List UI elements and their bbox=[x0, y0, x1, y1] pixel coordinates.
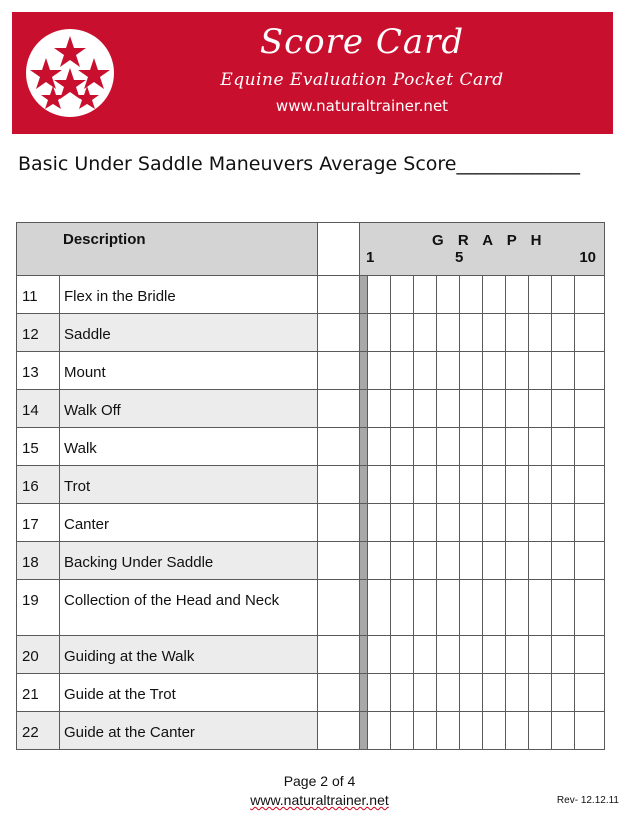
graph-cell[interactable] bbox=[552, 352, 575, 390]
graph-cell[interactable] bbox=[552, 712, 575, 750]
graph-cell[interactable] bbox=[437, 390, 460, 428]
graph-cell[interactable] bbox=[391, 390, 414, 428]
score-blank-cell[interactable] bbox=[318, 276, 360, 314]
score-blank-cell[interactable] bbox=[318, 466, 360, 504]
header-banner bbox=[12, 12, 613, 134]
graph-cell[interactable] bbox=[391, 276, 414, 314]
score-blank-cell[interactable] bbox=[318, 352, 360, 390]
row-description: Walk bbox=[60, 428, 318, 466]
graph-cell[interactable] bbox=[391, 314, 414, 352]
footer-website[interactable]: www.naturaltrainer.net bbox=[250, 792, 389, 808]
graph-cell[interactable] bbox=[437, 636, 460, 674]
graph-cell[interactable] bbox=[506, 636, 529, 674]
header-website: www.naturaltrainer.net bbox=[275, 97, 449, 115]
graph-cell[interactable] bbox=[460, 580, 483, 636]
row-number: 21 bbox=[17, 674, 60, 712]
graph-cell[interactable] bbox=[575, 314, 605, 352]
table-row bbox=[17, 580, 605, 636]
graph-cell[interactable] bbox=[437, 276, 460, 314]
graph-cell[interactable] bbox=[483, 314, 506, 352]
graph-divider bbox=[360, 674, 368, 712]
row-description: Walk Off bbox=[60, 390, 318, 428]
graph-cell[interactable] bbox=[575, 674, 605, 712]
score-blank-cell[interactable] bbox=[318, 636, 360, 674]
graph-cell[interactable] bbox=[391, 636, 414, 674]
row-number: 18 bbox=[17, 542, 60, 580]
graph-cell[interactable] bbox=[460, 428, 483, 466]
graph-cell[interactable] bbox=[529, 466, 552, 504]
table-header-row bbox=[17, 223, 605, 276]
graph-cell[interactable] bbox=[437, 580, 460, 636]
graph-cell[interactable] bbox=[483, 636, 506, 674]
graph-divider bbox=[360, 276, 368, 314]
graph-cell[interactable] bbox=[575, 542, 605, 580]
graph-scale-mid: 5 bbox=[455, 249, 464, 266]
row-number: 17 bbox=[17, 504, 60, 542]
graph-cell[interactable] bbox=[460, 504, 483, 542]
graph-cell[interactable] bbox=[460, 636, 483, 674]
row-number: 20 bbox=[17, 636, 60, 674]
description-header: Description bbox=[17, 223, 318, 276]
graph-cell[interactable] bbox=[414, 276, 437, 314]
table-row bbox=[17, 674, 605, 712]
graph-cell[interactable] bbox=[506, 712, 529, 750]
graph-cell[interactable] bbox=[391, 466, 414, 504]
row-description: Flex in the Bridle bbox=[60, 276, 318, 314]
graph-cell[interactable] bbox=[414, 712, 437, 750]
graph-cell[interactable] bbox=[460, 276, 483, 314]
score-blank-cell[interactable] bbox=[318, 428, 360, 466]
graph-cell[interactable] bbox=[483, 466, 506, 504]
score-blank-cell[interactable] bbox=[318, 674, 360, 712]
score-blank-cell[interactable] bbox=[318, 390, 360, 428]
graph-cell[interactable] bbox=[391, 428, 414, 466]
graph-cell[interactable] bbox=[368, 504, 391, 542]
graph-cell[interactable] bbox=[414, 466, 437, 504]
row-description: Trot bbox=[60, 466, 318, 504]
page-subtitle: Equine Evaluation Pocket Card bbox=[220, 70, 504, 90]
graph-label: G R A P H bbox=[432, 232, 544, 249]
graph-cell[interactable] bbox=[529, 674, 552, 712]
graph-cell[interactable] bbox=[552, 674, 575, 712]
graph-divider bbox=[360, 314, 368, 352]
row-number: 15 bbox=[17, 428, 60, 466]
row-number: 19 bbox=[17, 580, 60, 636]
row-number: 14 bbox=[17, 390, 60, 428]
graph-cell[interactable] bbox=[529, 276, 552, 314]
graph-cell[interactable] bbox=[414, 352, 437, 390]
row-description: Collection of the Head and Neck bbox=[60, 580, 318, 636]
graph-cell[interactable] bbox=[368, 428, 391, 466]
graph-cell[interactable] bbox=[368, 390, 391, 428]
table-row bbox=[17, 542, 605, 580]
row-description: Guide at the Trot bbox=[60, 674, 318, 712]
table-row bbox=[17, 504, 605, 542]
graph-cell[interactable] bbox=[414, 428, 437, 466]
graph-cell[interactable] bbox=[575, 390, 605, 428]
graph-divider bbox=[360, 466, 368, 504]
graph-cell[interactable] bbox=[414, 504, 437, 542]
graph-cell[interactable] bbox=[483, 504, 506, 542]
graph-cell[interactable] bbox=[368, 580, 391, 636]
graph-cell[interactable] bbox=[437, 712, 460, 750]
blank-header bbox=[318, 223, 360, 276]
graph-cell[interactable] bbox=[506, 542, 529, 580]
graph-cell[interactable] bbox=[529, 352, 552, 390]
graph-cell[interactable] bbox=[483, 390, 506, 428]
table-row bbox=[17, 636, 605, 674]
graph-cell[interactable] bbox=[368, 542, 391, 580]
graph-cell[interactable] bbox=[552, 428, 575, 466]
graph-cell[interactable] bbox=[552, 504, 575, 542]
graph-cell[interactable] bbox=[529, 580, 552, 636]
graph-cell[interactable] bbox=[391, 580, 414, 636]
graph-cell[interactable] bbox=[552, 580, 575, 636]
row-description: Mount bbox=[60, 352, 318, 390]
stars-logo bbox=[13, 16, 127, 130]
graph-cell[interactable] bbox=[575, 712, 605, 750]
graph-cell[interactable] bbox=[506, 674, 529, 712]
row-description: Saddle bbox=[60, 314, 318, 352]
graph-cell[interactable] bbox=[460, 390, 483, 428]
graph-cell[interactable] bbox=[414, 314, 437, 352]
graph-cell[interactable] bbox=[391, 712, 414, 750]
row-description: Guiding at the Walk bbox=[60, 636, 318, 674]
table-body bbox=[17, 276, 605, 750]
footer-website-wrap bbox=[0, 792, 639, 808]
graph-cell[interactable] bbox=[460, 712, 483, 750]
graph-cell[interactable] bbox=[437, 466, 460, 504]
score-blank-cell[interactable] bbox=[318, 542, 360, 580]
row-description: Canter bbox=[60, 504, 318, 542]
row-number: 12 bbox=[17, 314, 60, 352]
graph-cell[interactable] bbox=[437, 314, 460, 352]
graph-cell[interactable] bbox=[552, 466, 575, 504]
graph-divider bbox=[360, 390, 368, 428]
score-blank-cell[interactable] bbox=[318, 314, 360, 352]
graph-cell[interactable] bbox=[575, 636, 605, 674]
row-number: 16 bbox=[17, 466, 60, 504]
graph-cell[interactable] bbox=[575, 352, 605, 390]
row-number: 22 bbox=[17, 712, 60, 750]
score-blank-cell[interactable] bbox=[318, 504, 360, 542]
graph-cell[interactable] bbox=[529, 504, 552, 542]
table-row bbox=[17, 390, 605, 428]
graph-cell[interactable] bbox=[483, 276, 506, 314]
row-number: 11 bbox=[17, 276, 60, 314]
graph-cell[interactable] bbox=[414, 674, 437, 712]
graph-cell[interactable] bbox=[414, 390, 437, 428]
section-title: Basic Under Saddle Maneuvers Average Score_____________ bbox=[18, 153, 580, 175]
page-number: Page 2 of 4 bbox=[283, 773, 356, 789]
graph-cell[interactable] bbox=[552, 314, 575, 352]
revision-label: Rev- 12.12.11 bbox=[556, 795, 619, 806]
graph-cell[interactable] bbox=[460, 466, 483, 504]
graph-cell[interactable] bbox=[529, 542, 552, 580]
graph-cell[interactable] bbox=[460, 542, 483, 580]
graph-cell[interactable] bbox=[437, 352, 460, 390]
graph-cell[interactable] bbox=[483, 542, 506, 580]
graph-cell[interactable] bbox=[529, 636, 552, 674]
graph-divider bbox=[360, 712, 368, 750]
graph-cell[interactable] bbox=[506, 352, 529, 390]
graph-cell[interactable] bbox=[368, 466, 391, 504]
graph-cell[interactable] bbox=[460, 674, 483, 712]
table-row bbox=[17, 428, 605, 466]
graph-cell[interactable] bbox=[506, 276, 529, 314]
graph-cell[interactable] bbox=[483, 428, 506, 466]
page-title: Score Card bbox=[259, 22, 465, 62]
graph-cell[interactable] bbox=[391, 504, 414, 542]
row-number: 13 bbox=[17, 352, 60, 390]
graph-divider bbox=[360, 504, 368, 542]
graph-cell[interactable] bbox=[575, 276, 605, 314]
graph-cell[interactable] bbox=[437, 542, 460, 580]
graph-cell[interactable] bbox=[483, 352, 506, 390]
graph-cell[interactable] bbox=[460, 314, 483, 352]
graph-cell[interactable] bbox=[552, 390, 575, 428]
table-row bbox=[17, 276, 605, 314]
graph-cell[interactable] bbox=[368, 674, 391, 712]
graph-cell[interactable] bbox=[575, 580, 605, 636]
graph-cell[interactable] bbox=[506, 390, 529, 428]
graph-cell[interactable] bbox=[506, 466, 529, 504]
graph-cell[interactable] bbox=[529, 712, 552, 750]
graph-header bbox=[360, 223, 605, 276]
graph-cell[interactable] bbox=[483, 674, 506, 712]
graph-cell[interactable] bbox=[575, 428, 605, 466]
score-table bbox=[16, 222, 605, 750]
graph-cell[interactable] bbox=[368, 352, 391, 390]
graph-cell[interactable] bbox=[506, 580, 529, 636]
graph-scale-start: 1 bbox=[366, 249, 375, 266]
graph-cell[interactable] bbox=[575, 504, 605, 542]
graph-cell[interactable] bbox=[414, 580, 437, 636]
graph-divider bbox=[360, 580, 368, 636]
graph-cell[interactable] bbox=[506, 504, 529, 542]
graph-cell[interactable] bbox=[483, 580, 506, 636]
graph-cell[interactable] bbox=[414, 636, 437, 674]
graph-cell[interactable] bbox=[506, 314, 529, 352]
graph-cell[interactable] bbox=[368, 712, 391, 750]
graph-cell[interactable] bbox=[552, 636, 575, 674]
table-row bbox=[17, 466, 605, 504]
graph-cell[interactable] bbox=[437, 504, 460, 542]
table-row bbox=[17, 712, 605, 750]
table-row bbox=[17, 352, 605, 390]
score-blank-cell[interactable] bbox=[318, 580, 360, 636]
graph-divider bbox=[360, 428, 368, 466]
graph-cell[interactable] bbox=[506, 428, 529, 466]
graph-cell[interactable] bbox=[460, 352, 483, 390]
score-blank-cell[interactable] bbox=[318, 712, 360, 750]
graph-cell[interactable] bbox=[552, 276, 575, 314]
graph-cell[interactable] bbox=[437, 674, 460, 712]
graph-cell[interactable] bbox=[483, 712, 506, 750]
graph-cell[interactable] bbox=[437, 428, 460, 466]
stars-logo-icon bbox=[13, 16, 127, 130]
graph-divider bbox=[360, 636, 368, 674]
graph-cell[interactable] bbox=[529, 314, 552, 352]
graph-divider bbox=[360, 352, 368, 390]
graph-scale-end: 10 bbox=[579, 249, 596, 266]
graph-cell[interactable] bbox=[414, 542, 437, 580]
graph-divider bbox=[360, 542, 368, 580]
graph-cell[interactable] bbox=[529, 390, 552, 428]
graph-cell[interactable] bbox=[529, 428, 552, 466]
graph-cell[interactable] bbox=[391, 542, 414, 580]
row-description: Guide at the Canter bbox=[60, 712, 318, 750]
row-description: Backing Under Saddle bbox=[60, 542, 318, 580]
graph-cell[interactable] bbox=[391, 352, 414, 390]
graph-cell[interactable] bbox=[368, 314, 391, 352]
graph-cell[interactable] bbox=[368, 636, 391, 674]
graph-cell[interactable] bbox=[552, 542, 575, 580]
graph-cell[interactable] bbox=[391, 674, 414, 712]
graph-cell[interactable] bbox=[575, 466, 605, 504]
graph-cell[interactable] bbox=[368, 276, 391, 314]
table-row bbox=[17, 314, 605, 352]
